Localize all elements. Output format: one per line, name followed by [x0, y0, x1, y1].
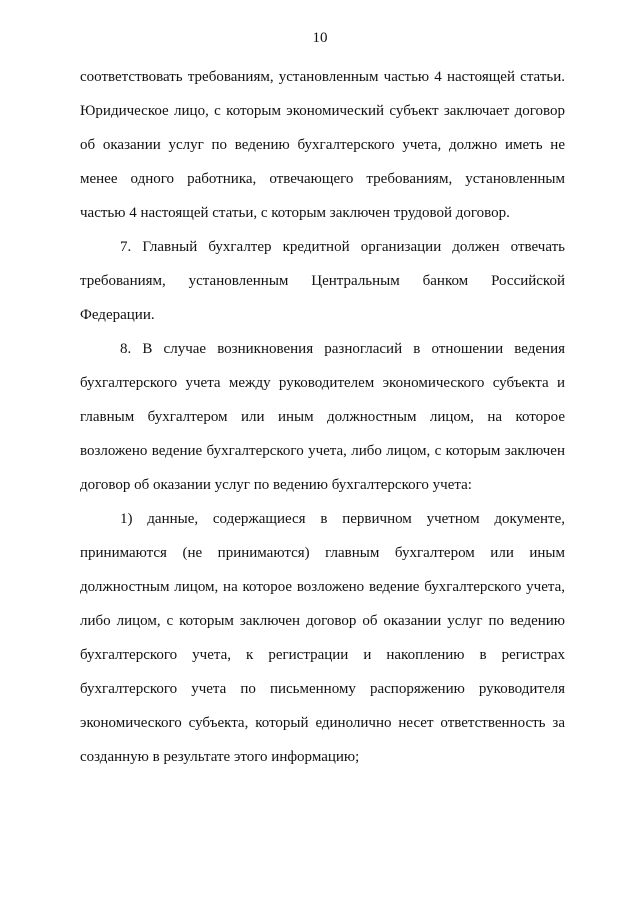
- text-line: главным бухгалтером или иным должностным лицом, на которое: [80, 409, 565, 425]
- text-line: 1) данные, содержащиеся в первичном учетном документе,: [120, 511, 565, 527]
- text-line: либо лицом, с которым заключен договор об оказании услуг по ведению: [80, 613, 565, 629]
- text-line: договор об оказании услуг по ведению бухгалтерского учета:: [80, 477, 472, 493]
- text-line: бухгалтерского учета между руководителем экономического субъекта и: [80, 375, 565, 391]
- paragraph-subitem-1: [80, 502, 565, 774]
- text-line: экономического субъекта, который единолично несет ответственность за: [80, 715, 565, 731]
- text-line: об оказании услуг по ведению бухгалтерского учета, должно иметь не: [80, 137, 565, 153]
- paragraph-item-7: [80, 230, 565, 332]
- page-number: 10: [312, 30, 328, 46]
- text-line: соответствовать требованиям, установленным частью 4 настоящей статьи.: [80, 69, 565, 85]
- text-line: должностным лицом, на которое возложено ведение бухгалтерского учета,: [80, 579, 565, 595]
- document-body: [80, 60, 565, 774]
- text-line: Федерации.: [80, 307, 155, 323]
- paragraph-continuation: [80, 60, 565, 230]
- text-line: Юридическое лицо, с которым экономический субъект заключает договор: [80, 103, 565, 119]
- text-line: принимаются (не принимаются) главным бухгалтером или иным: [80, 545, 565, 561]
- text-line: 7. Главный бухгалтер кредитной организации должен отвечать: [120, 239, 565, 255]
- paragraph-item-8: [80, 332, 565, 502]
- text-line: частью 4 настоящей статьи, с которым заключен трудовой договор.: [80, 205, 510, 221]
- text-line: созданную в результате этого информацию;: [80, 749, 360, 765]
- text-line: требованиям, установленным Центральным банком Российской: [80, 273, 565, 289]
- text-line: бухгалтерского учета по письменному распоряжению руководителя: [80, 681, 565, 697]
- text-line: бухгалтерского учета, к регистрации и накоплению в регистрах: [80, 647, 565, 663]
- text-line: 8. В случае возникновения разногласий в отношении ведения: [120, 341, 565, 357]
- text-line: возложено ведение бухгалтерского учета, либо лицом, с которым заключен: [80, 443, 565, 459]
- text-line: менее одного работника, отвечающего требованиям, установленным: [80, 171, 565, 187]
